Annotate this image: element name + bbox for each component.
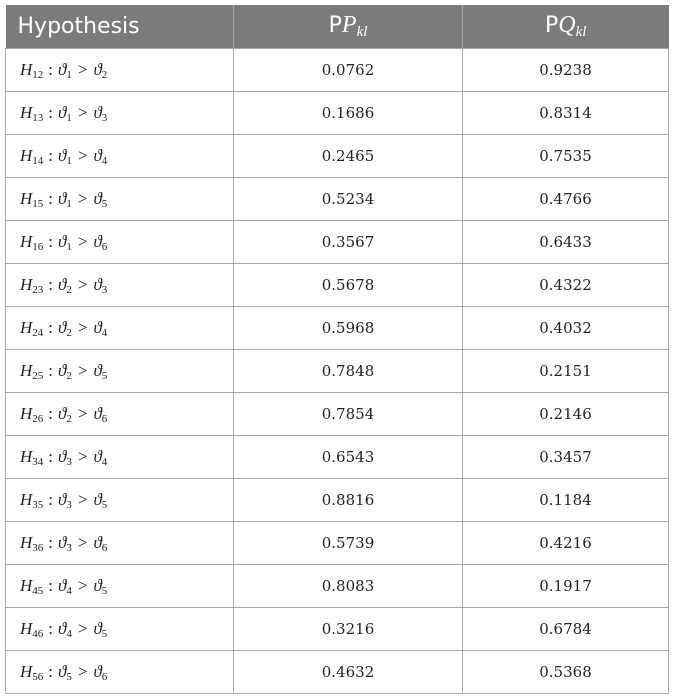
ppkl-value: 0.5739 xyxy=(234,522,463,565)
hypothesis-symbol: H xyxy=(20,575,33,595)
theta-left-index: 2 xyxy=(66,326,72,339)
table-row xyxy=(6,608,669,651)
theta-left: ϑ xyxy=(58,446,67,466)
theta-right: ϑ xyxy=(93,59,102,79)
pqkl-value: 0.3457 xyxy=(463,436,669,479)
theta-right: ϑ xyxy=(93,274,102,294)
theta-left-index: 2 xyxy=(66,369,72,382)
theta-right-index: 4 xyxy=(101,154,108,167)
hypothesis-index: 16 xyxy=(32,240,44,253)
header-ppkl-sub: kl xyxy=(356,24,368,40)
colon-separator: : xyxy=(48,102,54,122)
greater-than-sign: > xyxy=(77,231,88,251)
hypothesis-symbol: H xyxy=(20,317,33,337)
theta-right-index: 4 xyxy=(101,455,108,468)
table-row xyxy=(6,393,669,436)
hypothesis-symbol: H xyxy=(20,59,33,79)
theta-right-index: 3 xyxy=(101,283,108,296)
colon-separator: : xyxy=(48,575,54,595)
theta-right: ϑ xyxy=(93,145,102,165)
pqkl-value: 0.7535 xyxy=(463,135,669,178)
hypothesis-cell xyxy=(6,393,234,436)
theta-left: ϑ xyxy=(58,145,67,165)
header-hypothesis: Hypothesis xyxy=(6,5,234,49)
theta-right: ϑ xyxy=(93,403,102,423)
theta-left: ϑ xyxy=(58,317,67,337)
header-row xyxy=(6,5,669,49)
ppkl-value: 0.5234 xyxy=(234,178,463,221)
theta-right-index: 6 xyxy=(101,412,108,425)
hypothesis-symbol: H xyxy=(20,145,33,165)
hypothesis-symbol: H xyxy=(20,446,33,466)
hypothesis-index: 46 xyxy=(32,627,44,640)
theta-right: ϑ xyxy=(93,532,102,552)
pqkl-value: 0.6784 xyxy=(463,608,669,651)
theta-right: ϑ xyxy=(93,661,102,681)
hypothesis-symbol: H xyxy=(20,188,33,208)
ppkl-value: 0.3567 xyxy=(234,221,463,264)
theta-left: ϑ xyxy=(58,661,67,681)
hypothesis-cell xyxy=(6,522,234,565)
pqkl-value: 0.1184 xyxy=(463,479,669,522)
greater-than-sign: > xyxy=(77,661,88,681)
theta-right-index: 5 xyxy=(101,584,108,597)
greater-than-sign: > xyxy=(77,360,88,380)
hypothesis-symbol: H xyxy=(20,231,33,251)
colon-separator: : xyxy=(48,532,54,552)
header-pqkl xyxy=(463,5,669,49)
hypothesis-index: 25 xyxy=(32,369,44,382)
greater-than-sign: > xyxy=(77,618,88,638)
greater-than-sign: > xyxy=(77,188,88,208)
header-pqkl-symbol: Q xyxy=(558,12,576,38)
theta-left: ϑ xyxy=(58,575,67,595)
theta-right-index: 6 xyxy=(101,541,108,554)
theta-right-index: 6 xyxy=(101,240,108,253)
hypothesis-cell xyxy=(6,49,234,92)
theta-left: ϑ xyxy=(58,231,67,251)
hypothesis-symbol: H xyxy=(20,661,33,681)
theta-right: ϑ xyxy=(93,317,102,337)
theta-right: ϑ xyxy=(93,618,102,638)
pqkl-value: 0.4032 xyxy=(463,307,669,350)
theta-left-index: 1 xyxy=(66,68,72,81)
table-row xyxy=(6,221,669,264)
theta-left-index: 2 xyxy=(66,412,72,425)
theta-left: ϑ xyxy=(58,188,67,208)
hypothesis-symbol: H xyxy=(20,532,33,552)
pqkl-value: 0.2146 xyxy=(463,393,669,436)
table-row xyxy=(6,479,669,522)
theta-right-index: 4 xyxy=(101,326,108,339)
theta-left: ϑ xyxy=(58,274,67,294)
hypothesis-cell xyxy=(6,135,234,178)
colon-separator: : xyxy=(48,59,54,79)
ppkl-value: 0.3216 xyxy=(234,608,463,651)
ppkl-value: 0.8816 xyxy=(234,479,463,522)
table-row xyxy=(6,92,669,135)
theta-right: ϑ xyxy=(93,102,102,122)
greater-than-sign: > xyxy=(77,102,88,122)
hypothesis-index: 34 xyxy=(32,455,44,468)
pqkl-value: 0.6433 xyxy=(463,221,669,264)
table-row xyxy=(6,350,669,393)
colon-separator: : xyxy=(48,317,54,337)
greater-than-sign: > xyxy=(77,446,88,466)
theta-left: ϑ xyxy=(58,59,67,79)
hypothesis-cell xyxy=(6,92,234,135)
hypothesis-index: 24 xyxy=(32,326,44,339)
hypothesis-cell xyxy=(6,651,234,694)
table-row xyxy=(6,651,669,694)
hypothesis-symbol: H xyxy=(20,360,33,380)
greater-than-sign: > xyxy=(77,489,88,509)
hypothesis-table xyxy=(5,5,669,694)
hypothesis-cell xyxy=(6,479,234,522)
theta-left-index: 1 xyxy=(66,240,72,253)
theta-left: ϑ xyxy=(58,618,67,638)
theta-left-index: 1 xyxy=(66,154,72,167)
greater-than-sign: > xyxy=(77,317,88,337)
hypothesis-index: 23 xyxy=(32,283,44,296)
colon-separator: : xyxy=(48,489,54,509)
table-row xyxy=(6,522,669,565)
table-header xyxy=(6,5,669,49)
ppkl-value: 0.5968 xyxy=(234,307,463,350)
theta-right-index: 6 xyxy=(101,670,108,683)
colon-separator: : xyxy=(48,274,54,294)
greater-than-sign: > xyxy=(77,575,88,595)
hypothesis-index: 13 xyxy=(32,111,44,124)
theta-right-index: 5 xyxy=(101,369,108,382)
table-row xyxy=(6,307,669,350)
theta-right: ϑ xyxy=(93,188,102,208)
pqkl-value: 0.9238 xyxy=(463,49,669,92)
table-row xyxy=(6,135,669,178)
hypothesis-cell xyxy=(6,221,234,264)
theta-right-index: 5 xyxy=(101,627,108,640)
greater-than-sign: > xyxy=(77,403,88,423)
theta-right: ϑ xyxy=(93,231,102,251)
theta-left-index: 3 xyxy=(66,541,72,554)
hypothesis-index: 45 xyxy=(32,584,44,597)
ppkl-value: 0.5678 xyxy=(234,264,463,307)
pqkl-value: 0.4216 xyxy=(463,522,669,565)
header-pqkl-prefix: P xyxy=(545,13,559,38)
hypothesis-symbol: H xyxy=(20,274,33,294)
theta-right-index: 3 xyxy=(101,111,108,124)
theta-right-index: 2 xyxy=(101,68,108,81)
pqkl-value: 0.2151 xyxy=(463,350,669,393)
theta-right-index: 5 xyxy=(101,197,108,210)
theta-left-index: 3 xyxy=(66,455,72,468)
theta-left: ϑ xyxy=(58,532,67,552)
table-row xyxy=(6,264,669,307)
pqkl-value: 0.8314 xyxy=(463,92,669,135)
ppkl-value: 0.6543 xyxy=(234,436,463,479)
greater-than-sign: > xyxy=(77,59,88,79)
pqkl-value: 0.1917 xyxy=(463,565,669,608)
theta-left: ϑ xyxy=(58,102,67,122)
colon-separator: : xyxy=(48,145,54,165)
theta-right-index: 5 xyxy=(101,498,108,511)
theta-left-index: 3 xyxy=(66,498,72,511)
theta-left-index: 4 xyxy=(66,627,72,640)
theta-right: ϑ xyxy=(93,360,102,380)
hypothesis-cell xyxy=(6,178,234,221)
ppkl-value: 0.7848 xyxy=(234,350,463,393)
table-row xyxy=(6,436,669,479)
hypothesis-cell xyxy=(6,608,234,651)
colon-separator: : xyxy=(48,360,54,380)
hypothesis-index: 35 xyxy=(32,498,44,511)
theta-left-index: 5 xyxy=(66,670,72,683)
greater-than-sign: > xyxy=(77,532,88,552)
theta-right: ϑ xyxy=(93,489,102,509)
header-ppkl xyxy=(234,5,463,49)
theta-left-index: 1 xyxy=(66,111,72,124)
colon-separator: : xyxy=(48,446,54,466)
hypothesis-symbol: H xyxy=(20,102,33,122)
pqkl-value: 0.4322 xyxy=(463,264,669,307)
pqkl-value: 0.4766 xyxy=(463,178,669,221)
ppkl-value: 0.8083 xyxy=(234,565,463,608)
colon-separator: : xyxy=(48,618,54,638)
pqkl-value: 0.5368 xyxy=(463,651,669,694)
hypothesis-cell xyxy=(6,565,234,608)
hypothesis-index: 15 xyxy=(32,197,44,210)
greater-than-sign: > xyxy=(77,274,88,294)
hypothesis-symbol: H xyxy=(20,403,33,423)
hypothesis-cell xyxy=(6,350,234,393)
hypothesis-index: 36 xyxy=(32,541,44,554)
hypothesis-cell xyxy=(6,436,234,479)
greater-than-sign: > xyxy=(77,145,88,165)
ppkl-value: 0.7854 xyxy=(234,393,463,436)
ppkl-value: 0.1686 xyxy=(234,92,463,135)
hypothesis-symbol: H xyxy=(20,489,33,509)
table-body xyxy=(6,49,669,694)
colon-separator: : xyxy=(48,661,54,681)
colon-separator: : xyxy=(48,231,54,251)
colon-separator: : xyxy=(48,188,54,208)
table-row xyxy=(6,565,669,608)
ppkl-value: 0.2465 xyxy=(234,135,463,178)
hypothesis-symbol: H xyxy=(20,618,33,638)
theta-left-index: 1 xyxy=(66,197,72,210)
header-ppkl-symbol: P xyxy=(341,12,357,38)
hypothesis-cell xyxy=(6,264,234,307)
theta-left-index: 2 xyxy=(66,283,72,296)
theta-left: ϑ xyxy=(58,489,67,509)
colon-separator: : xyxy=(48,403,54,423)
ppkl-value: 0.4632 xyxy=(234,651,463,694)
ppkl-value: 0.0762 xyxy=(234,49,463,92)
hypothesis-index: 56 xyxy=(32,670,44,683)
table-row xyxy=(6,178,669,221)
header-pqkl-sub: kl xyxy=(575,24,587,40)
hypothesis-index: 14 xyxy=(32,154,44,167)
theta-right: ϑ xyxy=(93,575,102,595)
table-row xyxy=(6,49,669,92)
hypothesis-table-container xyxy=(5,5,668,695)
header-ppkl-prefix: P xyxy=(328,13,342,38)
hypothesis-index: 26 xyxy=(32,412,44,425)
hypothesis-index: 12 xyxy=(32,68,44,81)
hypothesis-cell xyxy=(6,307,234,350)
theta-right: ϑ xyxy=(93,446,102,466)
theta-left: ϑ xyxy=(58,403,67,423)
theta-left-index: 4 xyxy=(66,584,72,597)
theta-left: ϑ xyxy=(58,360,67,380)
